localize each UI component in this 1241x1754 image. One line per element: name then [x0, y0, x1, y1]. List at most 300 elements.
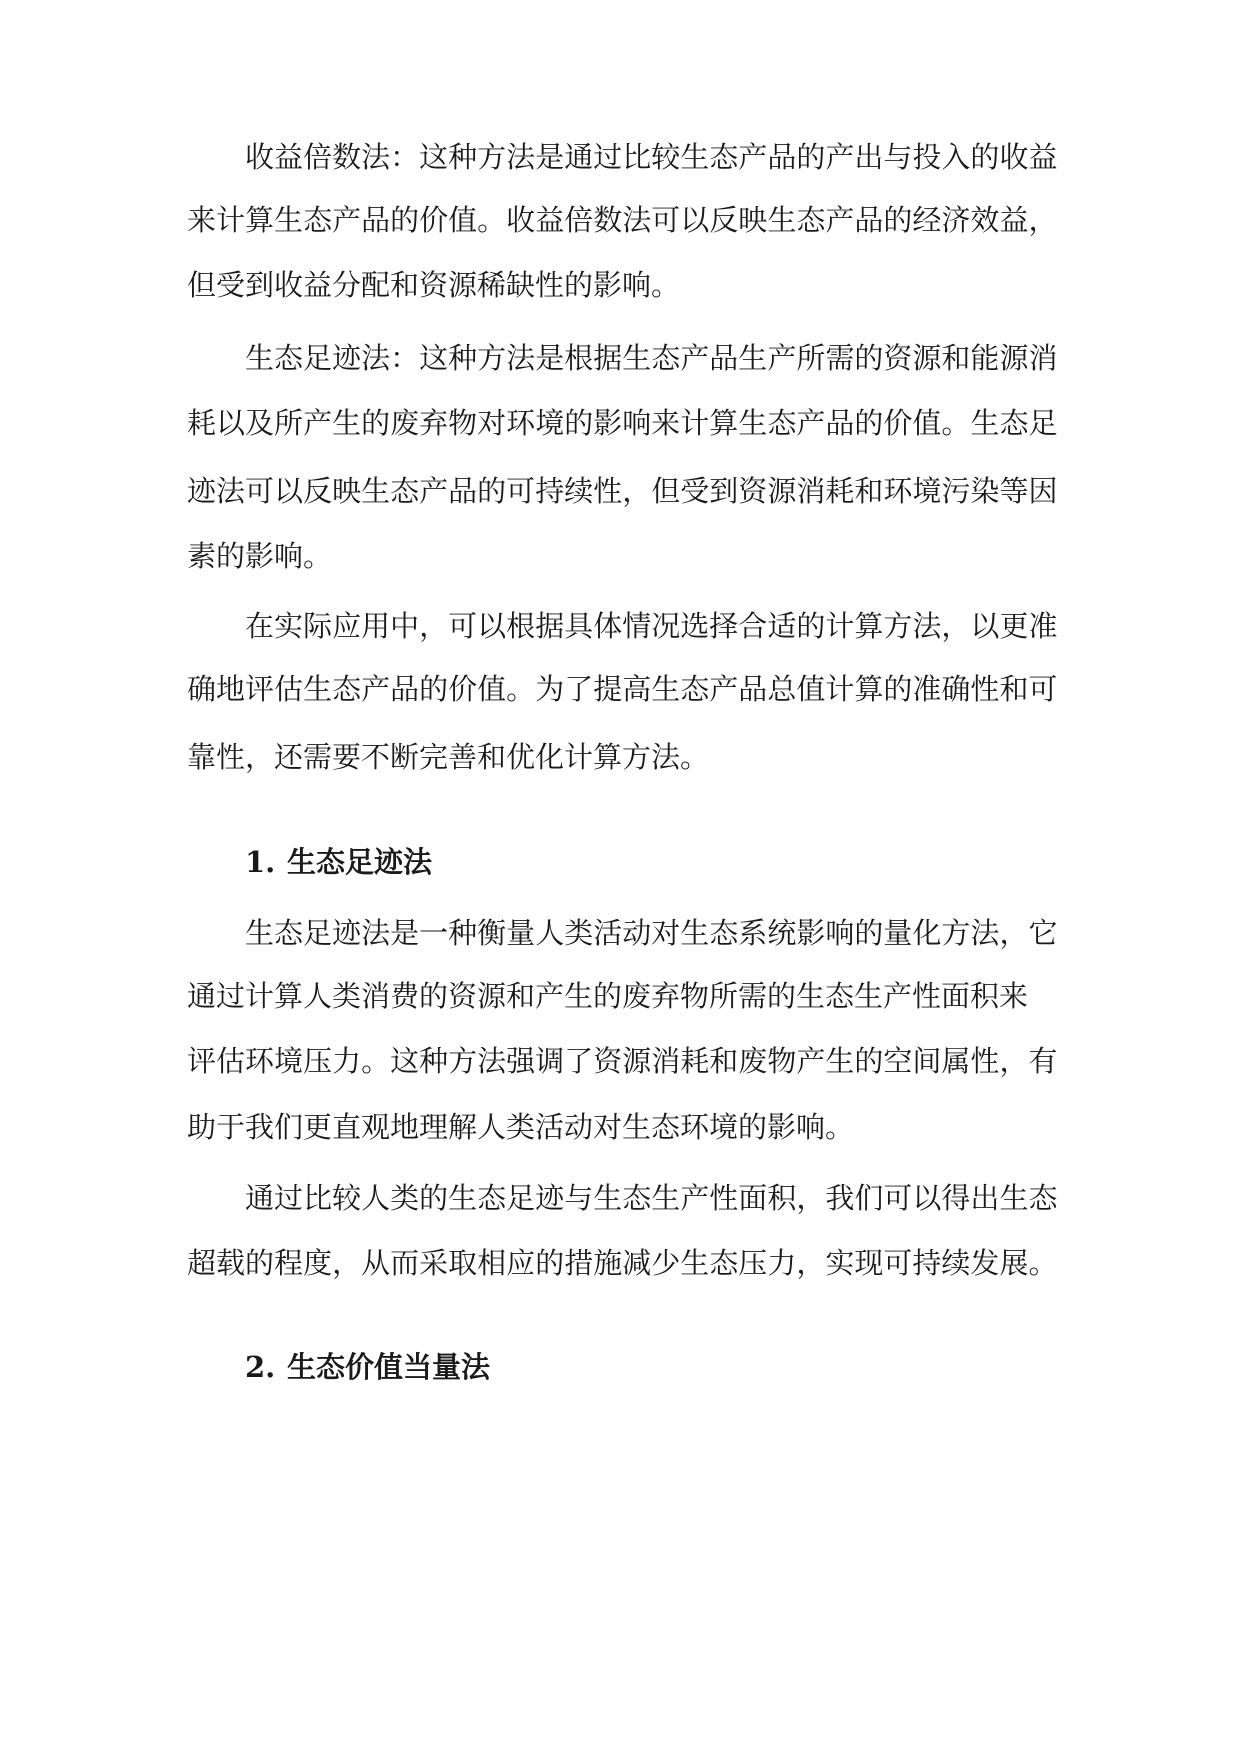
glyph: 少: [651, 1246, 681, 1280]
glyph: 出: [970, 1181, 1000, 1215]
paragraph-line: [187, 606, 1058, 646]
glyph: 和: [854, 474, 884, 508]
glyph: 算: [709, 406, 739, 440]
glyph: 估: [216, 1044, 246, 1078]
glyph: 效: [970, 203, 1000, 237]
glyph: 消: [651, 1044, 681, 1078]
glyph: 的: [854, 1044, 884, 1078]
glyph: 这: [419, 140, 449, 174]
glyph: 以: [274, 474, 304, 508]
glyph: [216, 137, 245, 177]
glyph: 合: [738, 609, 768, 643]
glyph: 品: [448, 474, 478, 508]
glyph: [187, 1178, 216, 1218]
glyph: 生: [245, 916, 275, 950]
glyph: 提: [593, 672, 623, 706]
glyph: 总: [767, 672, 797, 706]
glyph: 需: [825, 341, 855, 375]
glyph: 可: [448, 609, 478, 643]
paragraph-line: [187, 1178, 1058, 1218]
glyph: 法: [912, 609, 942, 643]
section-heading: [245, 842, 432, 882]
glyph: 益: [999, 203, 1029, 237]
glyph: 态: [274, 341, 304, 375]
glyph: 生: [680, 916, 710, 950]
glyph: 态: [709, 1246, 739, 1280]
glyph: 资: [883, 341, 913, 375]
glyph: 算: [854, 672, 884, 706]
glyph: ，: [332, 1246, 362, 1280]
glyph: 生: [680, 140, 710, 174]
glyph: 根: [506, 609, 536, 643]
glyph: 措: [564, 1246, 594, 1280]
glyph: 估: [274, 672, 304, 706]
glyph: 和: [999, 672, 1029, 706]
glyph: 力: [767, 1246, 797, 1280]
glyph: 计: [825, 672, 855, 706]
glyph: 到: [709, 474, 739, 508]
glyph: 了: [564, 1044, 594, 1078]
glyph: 方: [448, 1044, 478, 1078]
glyph: 评: [187, 1044, 217, 1078]
glyph: 映: [738, 203, 768, 237]
glyph: 收: [245, 140, 275, 174]
paragraph-line: [187, 403, 1058, 443]
glyph: 生: [767, 203, 797, 237]
glyph: 择: [709, 609, 739, 643]
glyph: 生: [593, 1181, 623, 1215]
glyph: 法: [361, 140, 391, 174]
glyph: 生: [622, 341, 652, 375]
glyph: ，: [419, 609, 449, 643]
paragraph-line: 素的影响。: [187, 539, 333, 573]
glyph: 生: [332, 406, 362, 440]
glyph: 在: [245, 609, 275, 643]
glyph: 收: [506, 203, 536, 237]
glyph: 以: [970, 609, 1000, 643]
glyph: 度: [303, 1246, 333, 1280]
glyph: 所: [796, 341, 826, 375]
glyph: 以: [680, 203, 710, 237]
glyph: 调: [535, 1044, 565, 1078]
glyph: 品: [854, 203, 884, 237]
glyph: 倍: [564, 203, 594, 237]
glyph: 品: [825, 406, 855, 440]
glyph: 生: [448, 1181, 478, 1215]
glyph: 价: [883, 406, 913, 440]
glyph: 的: [245, 1246, 275, 1280]
glyph: 产: [361, 672, 391, 706]
glyph: 态: [274, 916, 304, 950]
glyph: 迹: [332, 341, 362, 375]
glyph: 现: [854, 1246, 884, 1280]
glyph: [187, 606, 216, 646]
glyph: 生: [245, 341, 275, 375]
glyph: 们: [854, 1181, 884, 1215]
glyph: 法: [216, 474, 246, 508]
glyph: 较: [332, 1181, 362, 1215]
glyph: ，: [796, 1246, 826, 1280]
glyph: 确: [187, 672, 217, 706]
glyph: 数: [332, 140, 362, 174]
glyph: 压: [303, 1044, 333, 1078]
glyph: 可: [883, 1246, 913, 1280]
glyph: 来: [187, 203, 217, 237]
glyph: 法: [361, 916, 391, 950]
glyph: 源: [622, 1044, 652, 1078]
glyph: 续: [941, 1246, 971, 1280]
glyph: 入: [941, 140, 971, 174]
glyph: 的: [477, 474, 507, 508]
glyph: 。: [506, 672, 536, 706]
glyph: 值: [477, 672, 507, 706]
glyph: 物: [767, 1044, 797, 1078]
glyph: 种: [419, 1044, 449, 1078]
glyph: 通: [245, 1181, 275, 1215]
glyph: 产: [738, 140, 768, 174]
glyph: 的: [854, 341, 884, 375]
glyph: 的: [419, 672, 449, 706]
glyph: [216, 913, 245, 953]
glyph: 方: [477, 140, 507, 174]
glyph: 影: [593, 406, 623, 440]
glyph: 影: [796, 916, 826, 950]
glyph: 算: [854, 609, 884, 643]
glyph: 高: [622, 672, 652, 706]
glyph: 和: [709, 1044, 739, 1078]
glyph: 种: [448, 341, 478, 375]
glyph: 它: [1028, 916, 1058, 950]
glyph: 经: [912, 203, 942, 237]
glyph: 性: [593, 474, 623, 508]
glyph: 评: [245, 672, 275, 706]
glyph: 有: [1028, 1044, 1058, 1078]
glyph: 减: [622, 1246, 652, 1280]
glyph: 过: [274, 1181, 304, 1215]
glyph: 发: [970, 1246, 1000, 1280]
glyph: 超: [187, 1246, 217, 1280]
paragraph-line: [187, 200, 1058, 240]
glyph: 产: [303, 406, 333, 440]
glyph: 态: [709, 140, 739, 174]
glyph: 因: [1028, 474, 1058, 508]
glyph: 态: [680, 672, 710, 706]
glyph: 用: [361, 609, 391, 643]
glyph: 品: [709, 341, 739, 375]
glyph: 对: [651, 916, 681, 950]
glyph: 产: [767, 341, 797, 375]
glyph: 耗: [680, 1044, 710, 1078]
glyph: [216, 1178, 245, 1218]
glyph: 可: [1028, 672, 1058, 706]
glyph: 价: [419, 203, 449, 237]
glyph: 和: [941, 341, 971, 375]
glyph: 应: [506, 1246, 536, 1280]
glyph: 况: [651, 609, 681, 643]
paragraph-line: 助于我们更直观地理解人类活动对生态环境的影响。: [187, 1110, 855, 1144]
glyph: 的: [854, 406, 884, 440]
glyph: 能: [970, 341, 1000, 375]
glyph: 强: [506, 1044, 536, 1078]
glyph: 态: [390, 474, 420, 508]
glyph: 量: [883, 916, 913, 950]
glyph: 是: [535, 341, 565, 375]
glyph: 产: [419, 474, 449, 508]
glyph: 生: [680, 1246, 710, 1280]
glyph: 投: [912, 140, 942, 174]
glyph: 统: [767, 916, 797, 950]
glyph: 为: [535, 672, 565, 706]
glyph: 活: [593, 916, 623, 950]
glyph: 生: [274, 203, 304, 237]
glyph: 态: [303, 203, 333, 237]
glyph: [216, 338, 245, 378]
glyph: 态: [1028, 1181, 1058, 1215]
glyph: 可: [883, 1181, 913, 1215]
glyph: 收: [999, 140, 1029, 174]
glyph: 值: [796, 672, 826, 706]
paragraph-line: [187, 669, 1058, 709]
glyph: 更: [999, 609, 1029, 643]
glyph: 的: [796, 609, 826, 643]
glyph: 续: [564, 474, 594, 508]
glyph: 但: [651, 474, 681, 508]
glyph: 情: [622, 609, 652, 643]
glyph: 性: [970, 672, 1000, 706]
glyph: 计: [680, 406, 710, 440]
glyph: 响: [622, 406, 652, 440]
glyph: 境: [274, 1044, 304, 1078]
document-page: [187, 0, 1058, 1754]
glyph: 从: [361, 1246, 391, 1280]
glyph: 过: [593, 140, 623, 174]
glyph: 品: [361, 203, 391, 237]
glyph: 属: [941, 1044, 971, 1078]
glyph: 压: [738, 1246, 768, 1280]
glyph: 具: [564, 609, 594, 643]
glyph: 。: [361, 1044, 391, 1078]
glyph: 采: [419, 1246, 449, 1280]
glyph: 持: [535, 474, 565, 508]
glyph: 与: [883, 140, 913, 174]
glyph: [216, 606, 245, 646]
glyph: 积: [767, 1181, 797, 1215]
glyph: 生: [970, 406, 1000, 440]
glyph: 法: [506, 341, 536, 375]
glyph: 环: [883, 474, 913, 508]
glyph: ：: [390, 140, 420, 174]
glyph: 值: [448, 203, 478, 237]
paragraph-line: 但受到收益分配和资源稀缺性的影响。: [187, 268, 681, 302]
glyph: 态: [332, 672, 362, 706]
glyph: 受: [680, 474, 710, 508]
glyph: 。: [941, 406, 971, 440]
glyph: 产: [825, 203, 855, 237]
glyph: 生: [361, 474, 391, 508]
glyph: 生: [651, 672, 681, 706]
glyph: ，: [999, 1044, 1029, 1078]
glyph: ：: [390, 341, 420, 375]
glyph: 人: [361, 1181, 391, 1215]
glyph: 态: [477, 1181, 507, 1215]
glyph: 可: [651, 203, 681, 237]
glyph: 耗: [825, 474, 855, 508]
glyph: 源: [912, 341, 942, 375]
glyph: 济: [941, 203, 971, 237]
glyph: 地: [216, 672, 246, 706]
glyph: 的: [796, 140, 826, 174]
glyph: 来: [651, 406, 681, 440]
glyph: 衡: [477, 916, 507, 950]
glyph: 通: [564, 140, 594, 174]
glyph: [187, 338, 216, 378]
glyph: 实: [274, 609, 304, 643]
glyph: 益: [274, 140, 304, 174]
glyph: 程: [274, 1246, 304, 1280]
glyph: 根: [564, 341, 594, 375]
glyph: 源: [999, 341, 1029, 375]
glyph: 化: [912, 916, 942, 950]
glyph: 计: [216, 203, 246, 237]
glyph: ，: [796, 1181, 826, 1215]
glyph: 足: [303, 341, 333, 375]
paragraph-line: 通过计算人类消费的资源和产生的废弃物所需的生态生产性面积来: [187, 979, 1029, 1013]
glyph: 比: [622, 140, 652, 174]
glyph: 污: [941, 474, 971, 508]
glyph: 态: [709, 916, 739, 950]
glyph: 是: [390, 916, 420, 950]
glyph: 准: [1028, 609, 1058, 643]
glyph: 的: [419, 1181, 449, 1215]
glyph: 源: [767, 474, 797, 508]
glyph: 方: [883, 609, 913, 643]
glyph: 据: [593, 341, 623, 375]
glyph: 的: [854, 916, 884, 950]
glyph: 反: [709, 203, 739, 237]
paragraph-line: [187, 913, 1058, 953]
glyph: 环: [506, 406, 536, 440]
glyph: 是: [535, 140, 565, 174]
glyph: 与: [564, 1181, 594, 1215]
glyph: 比: [303, 1181, 333, 1215]
glyph: 态: [622, 1181, 652, 1215]
glyph: 的: [535, 1246, 565, 1280]
glyph: 我: [825, 1181, 855, 1215]
glyph: 方: [477, 341, 507, 375]
glyph: 生: [999, 1181, 1029, 1215]
glyph: 持: [912, 1246, 942, 1280]
glyph: 资: [738, 474, 768, 508]
glyph: 物: [448, 406, 478, 440]
glyph: 的: [883, 203, 913, 237]
glyph: 态: [999, 406, 1029, 440]
glyph: 的: [361, 406, 391, 440]
heading-title: 生态价值当量法: [287, 1350, 491, 1384]
glyph: [187, 137, 216, 177]
glyph: 法: [361, 341, 391, 375]
glyph: 倍: [303, 140, 333, 174]
glyph: 产: [825, 140, 855, 174]
glyph: 消: [796, 474, 826, 508]
glyph: 迹: [332, 916, 362, 950]
paragraph-line: [187, 1243, 1058, 1283]
glyph: 的: [883, 672, 913, 706]
glyph: 品: [767, 140, 797, 174]
glyph: 的: [390, 203, 420, 237]
glyph: 环: [245, 1044, 275, 1078]
glyph: 以: [216, 406, 246, 440]
glyph: 得: [941, 1181, 971, 1215]
glyph: 迹: [535, 1181, 565, 1215]
glyph: 出: [854, 140, 884, 174]
glyph: 的: [564, 406, 594, 440]
glyph: 可: [506, 474, 536, 508]
glyph: 选: [680, 609, 710, 643]
heading-number: 2.: [245, 1350, 276, 1384]
glyph: 废: [390, 406, 420, 440]
glyph: 而: [390, 1246, 420, 1280]
glyph: 产: [796, 1044, 826, 1078]
glyph: 足: [303, 916, 333, 950]
glyph: 可: [245, 474, 275, 508]
glyph: 耗: [187, 406, 217, 440]
glyph: 法: [477, 1044, 507, 1078]
glyph: 生: [651, 1181, 681, 1215]
glyph: 产: [796, 406, 826, 440]
glyph: 生: [738, 341, 768, 375]
glyph: 际: [303, 609, 333, 643]
glyph: 态: [767, 406, 797, 440]
glyph: 确: [941, 672, 971, 706]
glyph: 响: [825, 916, 855, 950]
glyph: 适: [767, 609, 797, 643]
glyph: 产: [332, 203, 362, 237]
glyph: 动: [622, 916, 652, 950]
paragraph-line: [187, 338, 1058, 378]
glyph: 。: [1028, 1246, 1058, 1280]
glyph: 种: [448, 140, 478, 174]
glyph: 算: [245, 203, 275, 237]
glyph: 生: [738, 406, 768, 440]
glyph: 方: [941, 916, 971, 950]
glyph: 所: [274, 406, 304, 440]
glyph: 计: [825, 609, 855, 643]
glyph: 法: [622, 203, 652, 237]
glyph: ，: [622, 474, 652, 508]
glyph: 实: [825, 1246, 855, 1280]
glyph: 系: [738, 916, 768, 950]
section-heading: [245, 1347, 490, 1387]
glyph: 据: [535, 609, 565, 643]
glyph: 态: [651, 341, 681, 375]
glyph: [187, 913, 216, 953]
glyph: 数: [593, 203, 623, 237]
glyph: 应: [332, 609, 362, 643]
glyph: 这: [390, 1044, 420, 1078]
glyph: 消: [1028, 341, 1058, 375]
heading-number: 1.: [245, 845, 276, 879]
glyph: 反: [303, 474, 333, 508]
heading-title: 生态足迹法: [287, 845, 433, 879]
glyph: 准: [912, 672, 942, 706]
glyph: 产: [680, 341, 710, 375]
glyph: 中: [390, 609, 420, 643]
glyph: 相: [477, 1246, 507, 1280]
paragraph-line: [187, 1041, 1058, 1081]
glyph: 品: [390, 672, 420, 706]
glyph: 类: [390, 1181, 420, 1215]
glyph: 载: [216, 1246, 246, 1280]
